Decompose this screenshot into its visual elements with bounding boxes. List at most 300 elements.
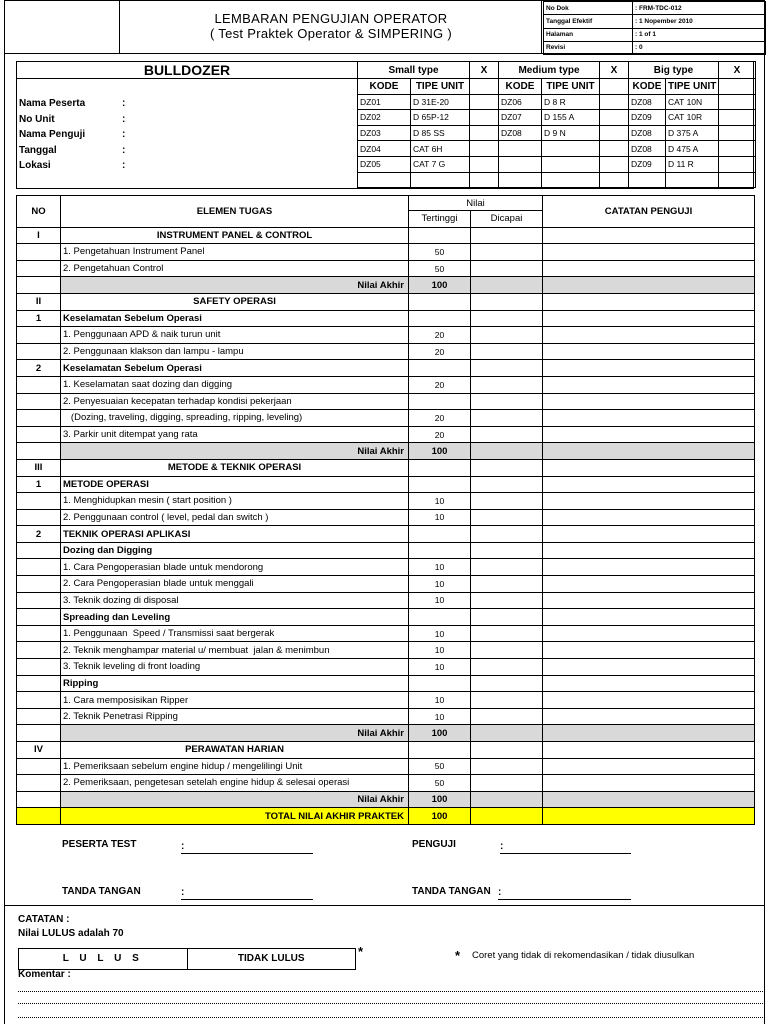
examiner-note-cell[interactable]	[543, 343, 755, 360]
type-mark[interactable]: X	[600, 62, 629, 79]
unit-kode: DZ09	[629, 156, 666, 172]
result-box	[18, 948, 356, 970]
max-score: 20	[409, 376, 471, 393]
row-no	[17, 576, 61, 593]
max-score: 50	[409, 775, 471, 792]
assessment-row	[17, 310, 755, 327]
peserta-label: PESERTA TEST	[62, 839, 137, 850]
achieved-score-cell[interactable]	[471, 742, 543, 759]
meta-value: : 1 Nopember 2010	[633, 15, 766, 28]
row-no	[17, 725, 61, 742]
assessment-row	[17, 692, 755, 709]
nilai-akhir-label: Nilai Akhir	[61, 443, 409, 460]
examiner-note-cell[interactable]	[543, 559, 755, 576]
unit-col-header: TIPE UNIT	[542, 79, 600, 95]
unit-check-cell[interactable]	[470, 141, 499, 157]
max-score	[409, 526, 471, 543]
participant-field[interactable]	[19, 143, 126, 159]
document-header	[4, 0, 765, 54]
assessment-row	[17, 675, 755, 692]
participant-field[interactable]	[19, 158, 126, 174]
examiner-note-cell[interactable]	[543, 493, 755, 510]
achieved-score-cell[interactable]	[471, 493, 543, 510]
unit-kode: DZ01	[358, 94, 411, 110]
penguji-colon: :	[500, 841, 504, 852]
subsection-title: Keselamatan Sebelum Operasi	[61, 360, 409, 377]
row-no	[17, 542, 61, 559]
assessment-table	[16, 195, 754, 825]
meta-value: : 1 of 1	[633, 28, 766, 41]
examiner-note-cell[interactable]	[543, 443, 755, 460]
peserta-signature-line[interactable]	[181, 899, 313, 900]
max-score: 50	[409, 244, 471, 261]
task-item: 1. Penggunaan APD & naik turun unit	[61, 327, 409, 344]
unit-type-table	[357, 61, 756, 188]
max-score: 10	[409, 659, 471, 676]
assessment-row	[17, 642, 755, 659]
achieved-score-cell[interactable]	[471, 642, 543, 659]
unit-check-cell[interactable]	[600, 125, 629, 141]
achieved-score-cell[interactable]	[471, 725, 543, 742]
max-score: 10	[409, 559, 471, 576]
row-no: 2	[17, 360, 61, 377]
examiner-note-cell[interactable]	[543, 742, 755, 759]
max-score: 20	[409, 426, 471, 443]
subsection-title: Ripping	[61, 675, 409, 692]
subsection-title: TEKNIK OPERASI APLIKASI	[61, 526, 409, 543]
participant-field[interactable]	[19, 127, 126, 143]
row-no: I	[17, 227, 61, 244]
row-no: 1	[17, 310, 61, 327]
assessment-row	[17, 625, 755, 642]
max-score: 100	[409, 808, 471, 825]
achieved-score-cell[interactable]	[471, 542, 543, 559]
achieved-score-cell[interactable]	[471, 327, 543, 344]
max-score	[409, 609, 471, 626]
achieved-score-cell[interactable]	[471, 559, 543, 576]
task-item: 1. Cara memposisikan Ripper	[61, 692, 409, 709]
participant-fields	[19, 96, 126, 174]
comment-line[interactable]	[18, 1003, 763, 1004]
unit-check-cell[interactable]	[719, 156, 756, 172]
achieved-score-cell[interactable]	[471, 393, 543, 410]
unit-kode	[358, 172, 411, 188]
task-item: 3. Teknik dozing di disposal	[61, 592, 409, 609]
nilai-akhir-label: Nilai Akhir	[61, 725, 409, 742]
assessment-row	[17, 459, 755, 476]
unit-check-cell[interactable]	[719, 125, 756, 141]
unit-tipe: CAT 7 G	[411, 156, 470, 172]
max-score: 10	[409, 642, 471, 659]
meta-value: : 0	[633, 41, 766, 54]
examiner-note-cell[interactable]	[543, 244, 755, 261]
type-header: Small type	[358, 62, 470, 79]
examiner-note-cell[interactable]	[543, 393, 755, 410]
komentar-label: Komentar :	[18, 969, 71, 980]
assessment-row	[17, 360, 755, 377]
task-item: 2. Pemeriksaan, pengetesan setelah engine hidup & selesai operasi	[61, 775, 409, 792]
type-mark[interactable]: X	[719, 62, 756, 79]
achieved-score-cell[interactable]	[471, 675, 543, 692]
meta-label: Revisi	[544, 41, 633, 54]
row-no	[17, 692, 61, 709]
field-label: Nama Penguji	[19, 129, 86, 141]
achieved-score-cell[interactable]	[471, 277, 543, 294]
unit-kode: DZ03	[358, 125, 411, 141]
unit-kode: DZ08	[629, 94, 666, 110]
examiner-note-cell[interactable]	[543, 808, 755, 825]
unit-tipe	[542, 172, 600, 188]
unit-col-header: KODE	[499, 79, 542, 95]
assessment-row	[17, 244, 755, 261]
row-no	[17, 376, 61, 393]
unit-col-header: KODE	[629, 79, 666, 95]
section-title: SAFETY OPERASI	[61, 293, 409, 310]
assessment-row	[17, 443, 755, 460]
row-no	[17, 327, 61, 344]
type-header-row	[358, 62, 756, 79]
task-item: 2. Cara Pengoperasian blade untuk menggali	[61, 576, 409, 593]
task-item: 3. Parkir unit ditempat yang rata	[61, 426, 409, 443]
row-no	[17, 642, 61, 659]
achieved-score-cell[interactable]	[471, 509, 543, 526]
unit-check-cell[interactable]	[470, 94, 499, 110]
max-score	[409, 542, 471, 559]
max-score: 100	[409, 443, 471, 460]
max-score: 20	[409, 410, 471, 427]
assessment-row	[17, 509, 755, 526]
penguji-signature-label: TANDA TANGAN	[412, 886, 491, 897]
examiner-note-cell[interactable]	[543, 775, 755, 792]
unit-section	[16, 61, 754, 189]
achieved-score-cell[interactable]	[471, 708, 543, 725]
meta-label: No Dok	[544, 2, 633, 15]
unit-check-cell[interactable]	[719, 110, 756, 126]
achieved-score-cell[interactable]	[471, 426, 543, 443]
achieved-score-cell[interactable]	[471, 459, 543, 476]
section-title: PERAWATAN HARIAN	[61, 742, 409, 759]
achieved-score-cell[interactable]	[471, 376, 543, 393]
unit-check-cell[interactable]	[600, 156, 629, 172]
field-label: No Unit	[19, 113, 55, 125]
row-no	[17, 393, 61, 410]
peserta-line[interactable]	[181, 853, 313, 854]
achieved-score-cell[interactable]	[471, 775, 543, 792]
max-score: 20	[409, 343, 471, 360]
assessment-row	[17, 742, 755, 759]
unit-tipe: CAT 10N	[666, 94, 719, 110]
row-no	[17, 559, 61, 576]
task-item: 1. Cara Pengoperasian blade untuk mendorong	[61, 559, 409, 576]
unit-kode: DZ06	[499, 94, 542, 110]
achieved-score-cell[interactable]	[471, 791, 543, 808]
assessment-row	[17, 659, 755, 676]
unit-tipe: D 9 N	[542, 125, 600, 141]
examiner-note-cell[interactable]	[543, 277, 755, 294]
task-item: 2. Teknik Penetrasi Ripping	[61, 708, 409, 725]
examiner-note-cell[interactable]	[543, 692, 755, 709]
examiner-note-cell[interactable]	[543, 310, 755, 327]
section-title: METODE & TEKNIK OPERASI	[61, 459, 409, 476]
unit-check-cell[interactable]	[470, 156, 499, 172]
assessment-row	[17, 725, 755, 742]
task-item: 2. Penggunaan control ( level, pedal dan switch )	[61, 509, 409, 526]
unit-kode: DZ07	[499, 110, 542, 126]
row-no	[17, 426, 61, 443]
achieved-score-cell[interactable]	[471, 758, 543, 775]
unit-tipe: D 155 A	[542, 110, 600, 126]
col-nilai: Nilai	[409, 196, 543, 211]
max-score	[409, 393, 471, 410]
achieved-score-cell[interactable]	[471, 692, 543, 709]
document-meta	[543, 1, 765, 55]
assessment-row	[17, 343, 755, 360]
row-no	[17, 758, 61, 775]
field-label: Nama Peserta	[19, 98, 86, 109]
meta-row	[544, 41, 766, 54]
row-no	[17, 592, 61, 609]
achieved-score-cell[interactable]	[471, 609, 543, 626]
max-score	[409, 742, 471, 759]
assessment-row	[17, 493, 755, 510]
task-item: 1. Pemeriksaan sebelum engine hidup / mengelilingi Unit	[61, 758, 409, 775]
achieved-score-cell[interactable]	[471, 576, 543, 593]
unit-kode	[499, 172, 542, 188]
unit-tipe: D 375 A	[666, 125, 719, 141]
unit-col-header: TIPE UNIT	[411, 79, 470, 95]
examiner-note-cell[interactable]	[543, 675, 755, 692]
unit-row	[358, 156, 756, 172]
unit-col-header: TIPE UNIT	[666, 79, 719, 95]
unit-check-cell[interactable]	[719, 141, 756, 157]
unit-kode: DZ08	[629, 125, 666, 141]
max-score	[409, 227, 471, 244]
lulus-option[interactable]: L U L U S	[19, 949, 188, 969]
examiner-note-cell[interactable]	[543, 327, 755, 344]
unit-row	[358, 125, 756, 141]
task-item: 2. Penyesuaian kecepatan terhadap kondisi pekerjaan	[61, 393, 409, 410]
assessment-row	[17, 277, 755, 294]
achieved-score-cell[interactable]	[471, 526, 543, 543]
max-score	[409, 675, 471, 692]
unit-check-cell[interactable]	[719, 172, 756, 188]
achieved-score-cell[interactable]	[471, 659, 543, 676]
examiner-note-cell[interactable]	[543, 426, 755, 443]
examiner-note-cell[interactable]	[543, 659, 755, 676]
subsection-title: Dozing dan Digging	[61, 542, 409, 559]
achieved-score-cell[interactable]	[471, 310, 543, 327]
unit-row	[358, 172, 756, 188]
comment-line[interactable]	[18, 991, 763, 992]
examiner-note-cell[interactable]	[543, 526, 755, 543]
achieved-score-cell[interactable]	[471, 360, 543, 377]
assessment-row	[17, 708, 755, 725]
row-no	[17, 410, 61, 427]
unit-tipe: D 11 R	[666, 156, 719, 172]
task-item: 3. Teknik leveling di front loading	[61, 659, 409, 676]
logo-area	[5, 1, 120, 54]
max-score	[409, 293, 471, 310]
row-no	[17, 659, 61, 676]
achieved-score-cell[interactable]	[471, 260, 543, 277]
achieved-score-cell[interactable]	[471, 410, 543, 427]
unit-row	[358, 110, 756, 126]
unit-check-cell[interactable]	[600, 172, 629, 188]
asterisk-note-mark: *	[455, 948, 461, 963]
achieved-score-cell[interactable]	[471, 625, 543, 642]
unit-tipe: D 85 SS	[411, 125, 470, 141]
unit-tipe	[542, 141, 600, 157]
max-score: 100	[409, 725, 471, 742]
examiner-note-cell[interactable]	[543, 459, 755, 476]
examiner-note-cell[interactable]	[543, 476, 755, 493]
examiner-note-cell[interactable]	[543, 791, 755, 808]
peserta-colon: :	[181, 841, 185, 852]
penguji-line[interactable]	[500, 853, 631, 854]
participant-field[interactable]	[19, 112, 126, 128]
achieved-score-cell[interactable]	[471, 808, 543, 825]
row-no	[17, 244, 61, 261]
unit-check-cell[interactable]	[470, 172, 499, 188]
unit-tipe: D 475 A	[666, 141, 719, 157]
nilai-akhir-label: Nilai Akhir	[61, 277, 409, 294]
unit-col-spacer	[470, 79, 499, 95]
unit-check-cell[interactable]	[600, 110, 629, 126]
examiner-note-cell[interactable]	[543, 227, 755, 244]
asterisk-mark: *	[358, 944, 364, 959]
unit-col-spacer	[600, 79, 629, 95]
achieved-score-cell[interactable]	[471, 227, 543, 244]
achieved-score-cell[interactable]	[471, 476, 543, 493]
examiner-note-cell[interactable]	[543, 642, 755, 659]
asterisk-note: Coret yang tidak di rekomendasikan / tidak diusulkan	[472, 950, 695, 961]
footer-notes	[18, 913, 124, 941]
examiner-note-cell[interactable]	[543, 293, 755, 310]
field-label: Lokasi	[19, 160, 51, 172]
assessment-row	[17, 393, 755, 410]
unit-kode: DZ09	[629, 110, 666, 126]
unit-tipe: D 8 R	[542, 94, 600, 110]
achieved-score-cell[interactable]	[471, 443, 543, 460]
examiner-note-cell[interactable]	[543, 360, 755, 377]
unit-col-spacer	[719, 79, 756, 95]
examiner-note-cell[interactable]	[543, 542, 755, 559]
task-item: 1. Menghidupkan mesin ( start position )	[61, 493, 409, 510]
unit-check-cell[interactable]	[719, 94, 756, 110]
examiner-note-cell[interactable]	[543, 725, 755, 742]
examiner-note-cell[interactable]	[543, 260, 755, 277]
max-score	[409, 476, 471, 493]
task-item: 2. Pengetahuan Control	[61, 260, 409, 277]
unit-kode: DZ02	[358, 110, 411, 126]
examiner-note-cell[interactable]	[543, 509, 755, 526]
row-no: 2	[17, 526, 61, 543]
row-no	[17, 808, 61, 825]
examiner-note-cell[interactable]	[543, 576, 755, 593]
row-no	[17, 625, 61, 642]
unit-check-cell[interactable]	[470, 110, 499, 126]
assessment-row	[17, 426, 755, 443]
achieved-score-cell[interactable]	[471, 343, 543, 360]
examiner-note-cell[interactable]	[543, 609, 755, 626]
meta-row	[544, 28, 766, 41]
unit-row	[358, 141, 756, 157]
tidak-lulus-option[interactable]: TIDAK LULUS	[237, 953, 305, 964]
max-score: 10	[409, 576, 471, 593]
assessment-row	[17, 410, 755, 427]
row-no	[17, 493, 61, 510]
task-item: 1. Keselamatan saat dozing dan digging	[61, 376, 409, 393]
col-catatan: CATATAN PENGUJI	[543, 196, 755, 228]
assessment-row	[17, 791, 755, 808]
assessment-row	[17, 559, 755, 576]
catatan-label: CATATAN :	[18, 914, 70, 925]
examiner-note-cell[interactable]	[543, 708, 755, 725]
max-score: 10	[409, 592, 471, 609]
assessment-row	[17, 293, 755, 310]
assessment-row	[17, 576, 755, 593]
task-item: 1. Penggunaan Speed / Transmissi saat bergerak	[61, 625, 409, 642]
achieved-score-cell[interactable]	[471, 592, 543, 609]
field-label: Tanggal	[19, 144, 57, 156]
col-dicapai: Dicapai	[471, 211, 543, 228]
row-no	[17, 443, 61, 460]
max-score	[409, 310, 471, 327]
type-mark[interactable]: X	[470, 62, 499, 79]
assessment-row	[17, 526, 755, 543]
participant-field[interactable]	[19, 96, 126, 112]
task-item: 1. Pengetahuan Instrument Panel	[61, 244, 409, 261]
row-no	[17, 609, 61, 626]
col-elemen: ELEMEN TUGAS	[61, 196, 409, 228]
form-title	[121, 1, 542, 54]
examiner-note-cell[interactable]	[543, 625, 755, 642]
unit-check-cell[interactable]	[600, 94, 629, 110]
subsection-title: Keselamatan Sebelum Operasi	[61, 310, 409, 327]
subsection-title: METODE OPERASI	[61, 476, 409, 493]
achieved-score-cell[interactable]	[471, 244, 543, 261]
unit-kode	[499, 141, 542, 157]
examiner-note-cell[interactable]	[543, 376, 755, 393]
assessment-row	[17, 476, 755, 493]
unit-col-header: KODE	[358, 79, 411, 95]
examiner-note-cell[interactable]	[543, 592, 755, 609]
examiner-note-cell[interactable]	[543, 410, 755, 427]
unit-check-cell[interactable]	[600, 141, 629, 157]
row-no	[17, 775, 61, 792]
assessment-row	[17, 609, 755, 626]
field-colon: :	[122, 144, 126, 156]
assessment-row	[17, 808, 755, 825]
max-score: 10	[409, 708, 471, 725]
type-header: Big type	[629, 62, 719, 79]
title-line-1: LEMBARAN PENGUJIAN OPERATOR	[214, 11, 448, 26]
unit-kode: DZ05	[358, 156, 411, 172]
task-item: 2. Penggunaan klakson dan lampu - lampu	[61, 343, 409, 360]
col-tertinggi: Tertinggi	[409, 211, 471, 228]
penguji-signature-line[interactable]	[498, 899, 631, 900]
achieved-score-cell[interactable]	[471, 293, 543, 310]
comment-line[interactable]	[18, 1017, 763, 1018]
meta-row	[544, 2, 766, 15]
max-score: 10	[409, 692, 471, 709]
unit-kode: DZ08	[629, 141, 666, 157]
field-colon: :	[122, 98, 126, 109]
max-score: 100	[409, 277, 471, 294]
examiner-note-cell[interactable]	[543, 758, 755, 775]
peserta-signature-label: TANDA TANGAN	[62, 886, 141, 897]
unit-check-cell[interactable]	[470, 125, 499, 141]
